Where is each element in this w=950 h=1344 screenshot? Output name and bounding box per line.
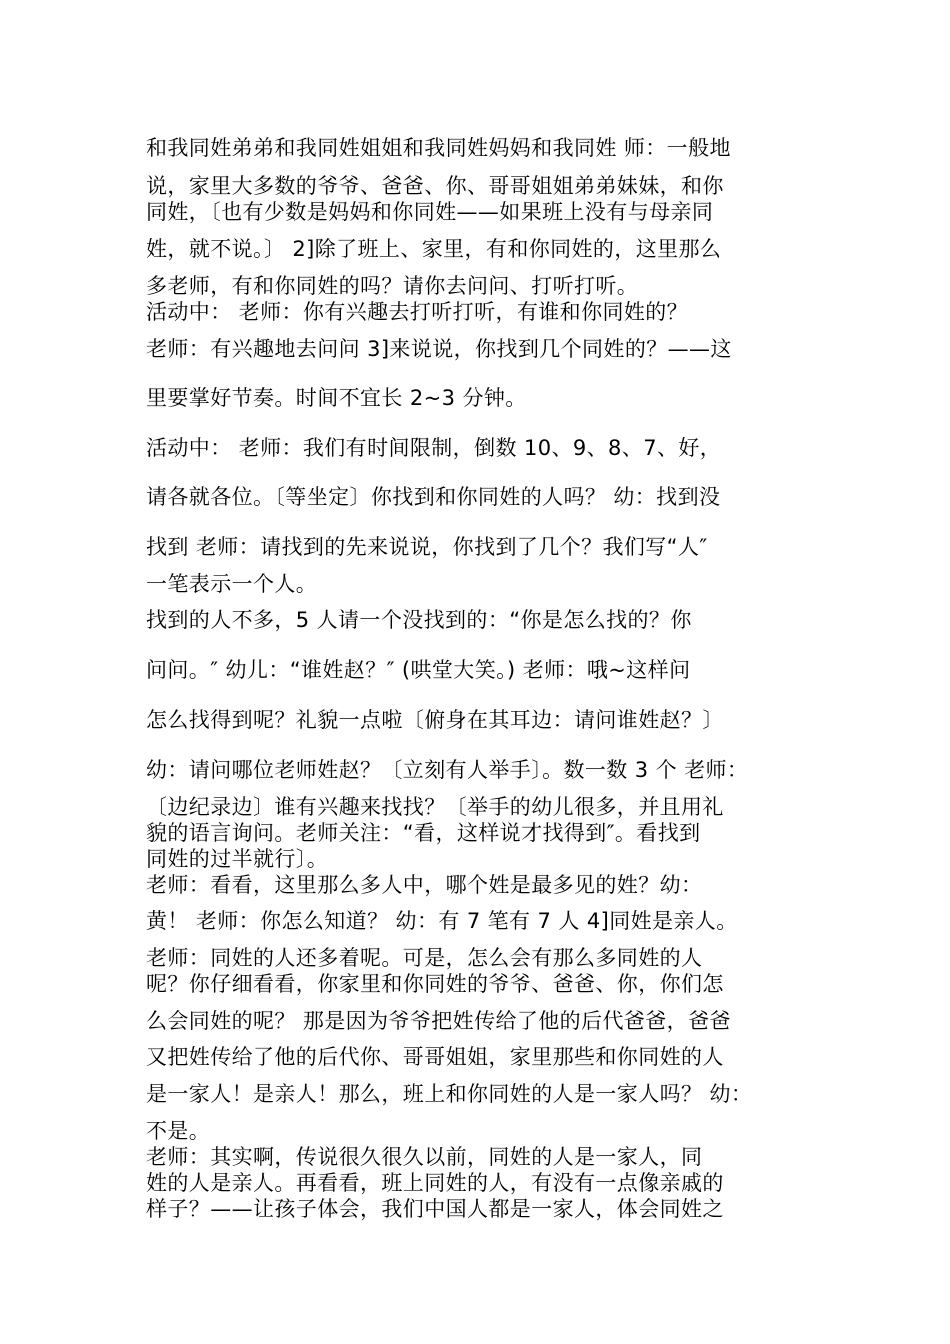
text-line: 一笔表示一个人。 xyxy=(146,572,318,596)
text-line: 同姓，〔也有少数是妈妈和你同姓——如果班上没有与母亲同 xyxy=(146,200,714,224)
text-line: 不是。 xyxy=(146,1119,211,1143)
text-line: 老师：同姓的人还多着呢。可是，怎么会有那么多同姓的人 xyxy=(146,946,703,970)
text-line: 〔边纪录边〕谁有兴趣来找找？〔举手的幼儿很多，并且用礼 xyxy=(146,795,724,819)
text-line: 说，家里大多数的爷爷、爸爸、你、哥哥姐姐弟弟妹妹，和你 xyxy=(146,174,724,198)
text-line: 样子？——让孩子体会，我们中国人都是一家人，体会同姓之 xyxy=(146,1197,724,1221)
text-line: 请各就各位。〔等坐定〕你找到和你同姓的人吗？ 幼：找到没 xyxy=(146,485,721,509)
text-line: 里要掌好节奏。时间不宜长 2~3 分钟。 xyxy=(146,386,527,410)
text-line: 呢？你仔细看看，你家里和你同姓的爷爷、爸爸、你，你们怎 xyxy=(146,972,724,996)
text-line: 么会同姓的呢？ 那是因为爷爷把姓传给了他的后代爸爸，爸爸 xyxy=(146,1009,731,1033)
text-line: 找到的人不多，5 人请一个没找到的：“你是怎么找的？你 xyxy=(146,608,692,632)
text-line: 活动中： 老师：我们有时间限制，倒数 10、9、8、7、好， xyxy=(146,436,722,460)
text-line: 姓的人是亲人。再看看，班上同姓的人，有没有一点像亲戚的 xyxy=(146,1171,724,1195)
text-line: 怎么找得到呢？礼貌一点啦〔俯身在其耳边：请问谁姓赵？〕 xyxy=(146,708,724,732)
text-line: 是一家人！是亲人！那么，班上和你同姓的人是一家人吗？ 幼： xyxy=(146,1082,753,1106)
text-line: 老师：看看，这里那么多人中，哪个姓是最多见的姓？幼： xyxy=(146,873,703,897)
text-line: 幼：请问哪位老师姓赵？〔立刻有人举手〕。数一数 3 个 老师： xyxy=(146,758,749,782)
text-line: 貌的语言询问。老师关注：“看，这样说才找得到″。看找到 xyxy=(146,821,701,845)
text-line: 老师：有兴趣地去问问 3]来说说，你找到几个同姓的？——这 xyxy=(146,337,732,361)
text-line: 问问。″ 幼儿：“谁姓赵？″ (哄堂大笑。) 老师：哦~这样问 xyxy=(146,658,691,682)
text-line: 同姓的过半就行〕。 xyxy=(146,847,329,871)
text-line: 姓，就不说。〕 2]除了班上、家里，有和你同姓的，这里那么 xyxy=(146,237,722,261)
text-line: 和我同姓弟弟和我同姓姐姐和我同姓妈妈和我同姓 师：一般地 xyxy=(146,136,731,160)
text-line: 又把姓传给了他的后代你、哥哥姐姐，家里那些和你同姓的人 xyxy=(146,1045,724,1069)
text-line: 老师：其实啊，传说很久很久以前，同姓的人是一家人，同 xyxy=(146,1145,703,1169)
text-line: 多老师，有和你同姓的吗？请你去问问、打听打听。 xyxy=(146,274,639,298)
text-line: 黄！ 老师：你怎么知道？ 幼：有 7 笔有 7 人 4]同姓是亲人。 xyxy=(146,909,738,933)
text-line: 找到 老师：请找到的先来说说，你找到了几个？我们写“人″ xyxy=(146,535,708,559)
text-line: 活动中： 老师：你有兴趣去打听打听，有谁和你同姓的？ xyxy=(146,300,689,324)
